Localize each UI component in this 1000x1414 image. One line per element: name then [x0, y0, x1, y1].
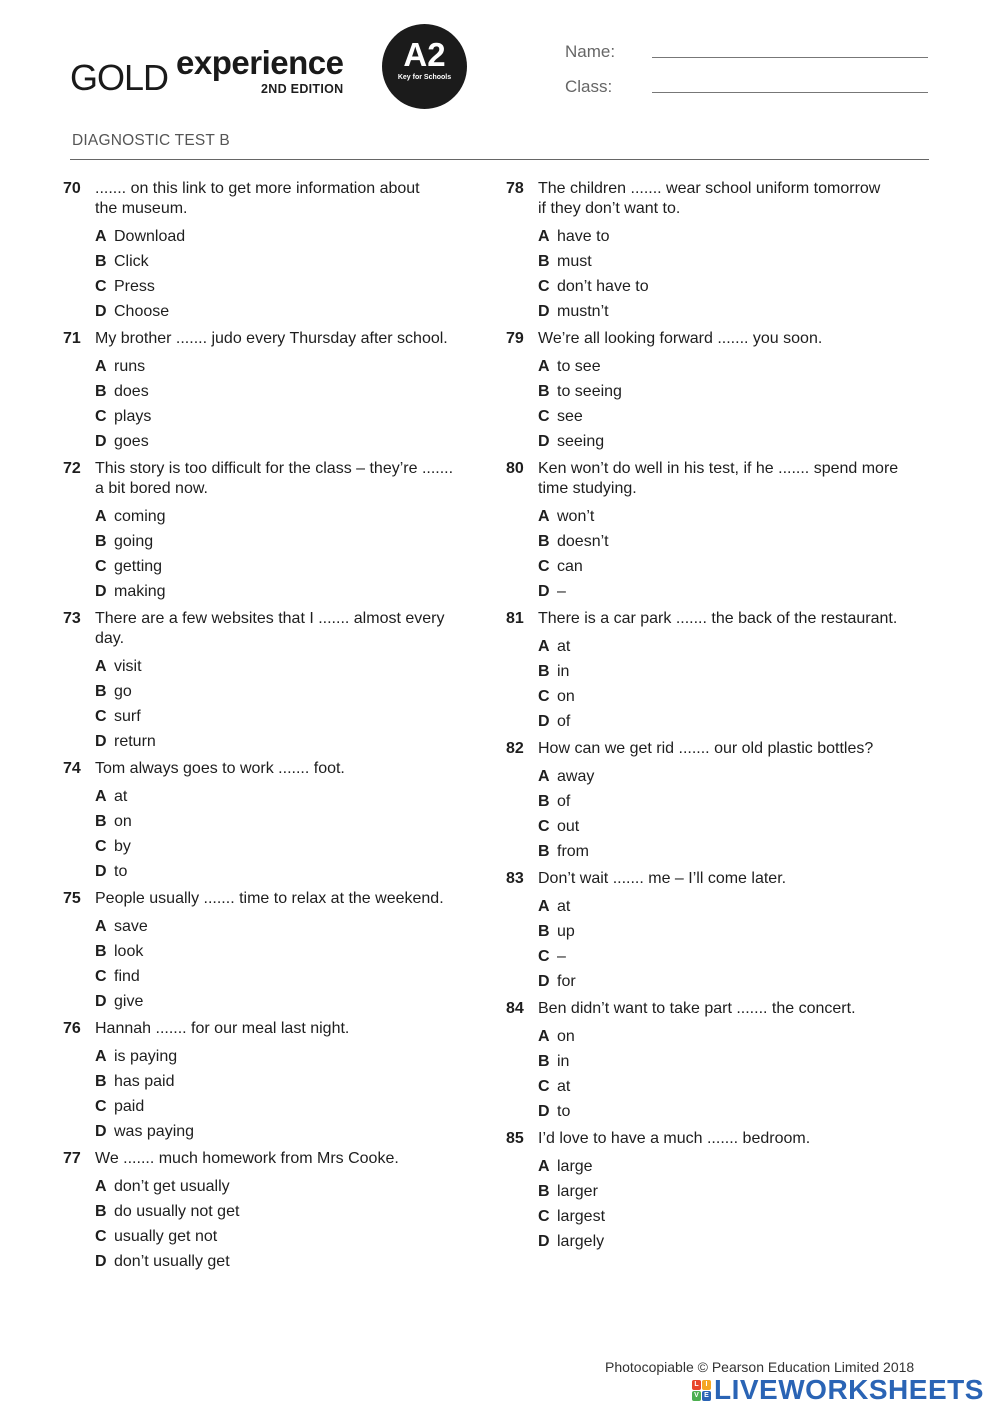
- question-number: 85: [506, 1130, 524, 1147]
- option-text: doesn’t: [557, 533, 609, 550]
- answer-option[interactable]: [95, 809, 473, 834]
- answer-options: [506, 894, 916, 994]
- question-number: 76: [63, 1020, 81, 1037]
- answer-option[interactable]: [538, 684, 916, 709]
- option-text: getting: [114, 558, 163, 575]
- question-73: [63, 609, 473, 754]
- answer-option[interactable]: [538, 504, 916, 529]
- option-letter: D: [538, 713, 550, 730]
- question-number: 74: [63, 760, 81, 777]
- question-70: [63, 179, 473, 324]
- icon-tile: I: [702, 1380, 711, 1390]
- option-letter: A: [95, 1178, 107, 1195]
- option-text: runs: [114, 358, 146, 375]
- answer-option[interactable]: [538, 429, 916, 454]
- option-text: give: [114, 993, 144, 1010]
- answer-option[interactable]: [95, 274, 473, 299]
- answer-option[interactable]: [538, 1154, 916, 1179]
- answer-option[interactable]: [538, 1204, 916, 1229]
- option-letter: A: [538, 898, 550, 915]
- question-stem: Hannah ....... for our meal last night.: [95, 1020, 350, 1037]
- option-letter: C: [95, 838, 107, 855]
- question-81: [506, 609, 916, 734]
- question-head: [506, 999, 916, 1019]
- option-letter: C: [538, 1208, 550, 1225]
- option-text: return: [114, 733, 156, 750]
- option-letter: D: [95, 433, 107, 450]
- question-stem: We’re all looking forward ....... you soon.: [538, 330, 823, 347]
- option-letter: C: [95, 558, 107, 575]
- answer-option[interactable]: [538, 634, 916, 659]
- answer-option[interactable]: [95, 679, 473, 704]
- answer-options: [506, 634, 916, 734]
- option-text: find: [114, 968, 140, 985]
- class-label: Class:: [565, 77, 613, 96]
- option-text: was paying: [114, 1123, 195, 1140]
- option-letter: A: [95, 658, 107, 675]
- answer-options: [63, 504, 473, 604]
- question-number: 77: [63, 1150, 81, 1167]
- answer-option[interactable]: [538, 579, 916, 604]
- option-letter: C: [538, 818, 550, 835]
- option-letter: B: [95, 253, 107, 270]
- question-75: [63, 889, 473, 1014]
- question-head: [63, 609, 473, 649]
- question-number: 71: [63, 330, 81, 347]
- question-stem: People usually ....... time to relax at the weekend.: [95, 890, 444, 907]
- question-71: [63, 329, 473, 454]
- answer-option[interactable]: [95, 964, 473, 989]
- option-text: usually get not: [114, 1228, 218, 1245]
- answer-option[interactable]: [95, 704, 473, 729]
- option-letter: A: [538, 1158, 550, 1175]
- question-head: [63, 1019, 473, 1039]
- option-letter: C: [538, 948, 550, 965]
- answer-option[interactable]: [95, 529, 473, 554]
- question-number: 83: [506, 870, 524, 887]
- answer-option[interactable]: [95, 579, 473, 604]
- option-letter: D: [538, 583, 550, 600]
- option-letter: C: [95, 968, 107, 985]
- option-text: seeing: [557, 433, 605, 450]
- option-text: plays: [114, 408, 152, 425]
- answer-option[interactable]: [95, 859, 473, 884]
- option-text: has paid: [114, 1073, 175, 1090]
- option-letter: D: [538, 433, 550, 450]
- answer-option[interactable]: [538, 709, 916, 734]
- answer-option[interactable]: [95, 1174, 473, 1199]
- option-letter: B: [538, 383, 550, 400]
- answer-option[interactable]: [95, 939, 473, 964]
- question-stem: Ken won’t do well in his test, if he ....... spend more time studying.: [538, 460, 899, 497]
- option-letter: A: [538, 508, 550, 525]
- option-text: at: [557, 638, 571, 655]
- option-letter: A: [95, 1048, 107, 1065]
- option-text: up: [557, 923, 575, 940]
- option-text: don’t have to: [557, 278, 649, 295]
- question-stem: My brother ....... judo every Thursday after school.: [95, 330, 448, 347]
- answer-options: [506, 354, 916, 454]
- question-head: [506, 609, 916, 629]
- option-letter: A: [95, 788, 107, 805]
- option-letter: D: [95, 733, 107, 750]
- questions-column-right: [506, 179, 916, 1259]
- question-number: 82: [506, 740, 524, 757]
- answer-option[interactable]: [95, 504, 473, 529]
- question-83: [506, 869, 916, 994]
- option-letter: A: [95, 358, 107, 375]
- option-letter: A: [538, 638, 550, 655]
- option-text: going: [114, 533, 154, 550]
- answer-options: [506, 764, 916, 864]
- logo-experience-text: experience: [176, 44, 344, 81]
- option-letter: B: [538, 533, 550, 550]
- option-text: of: [557, 713, 571, 730]
- copyright-notice: Photocopiable © Pearson Education Limited 2018: [605, 1359, 915, 1375]
- question-stem: Tom always goes to work ....... foot.: [95, 760, 345, 777]
- option-letter: B: [538, 1183, 550, 1200]
- answer-option[interactable]: [538, 554, 916, 579]
- answer-option[interactable]: [538, 789, 916, 814]
- question-stem: I’d love to have a much ....... bedroom.: [538, 1130, 811, 1147]
- option-letter: C: [538, 688, 550, 705]
- question-head: [506, 1129, 916, 1149]
- option-letter: A: [538, 768, 550, 785]
- option-text: look: [114, 943, 144, 960]
- option-text: making: [114, 583, 166, 600]
- answer-option[interactable]: [95, 224, 473, 249]
- option-text: of: [557, 793, 571, 810]
- question-85: [506, 1129, 916, 1254]
- question-number: 84: [506, 1000, 524, 1017]
- question-number: 79: [506, 330, 524, 347]
- option-text: Click: [114, 253, 149, 270]
- answer-option[interactable]: [95, 654, 473, 679]
- option-letter: D: [95, 993, 107, 1010]
- option-text: goes: [114, 433, 149, 450]
- option-text: –: [557, 948, 566, 965]
- answer-option[interactable]: [95, 1094, 473, 1119]
- option-text: go: [114, 683, 132, 700]
- question-78: [506, 179, 916, 324]
- answer-option[interactable]: [538, 1099, 916, 1124]
- option-text: to see: [557, 358, 601, 375]
- option-letter: B: [95, 1073, 107, 1090]
- answer-options: [506, 224, 916, 324]
- question-stem: How can we get rid ....... our old plastic bottles?: [538, 740, 874, 757]
- option-letter: C: [538, 278, 550, 295]
- answer-options: [63, 354, 473, 454]
- icon-tile: V: [692, 1391, 701, 1401]
- option-text: on: [557, 688, 575, 705]
- question-80: [506, 459, 916, 604]
- icon-tile: L: [692, 1380, 701, 1390]
- answer-option[interactable]: [95, 1199, 473, 1224]
- name-field[interactable]: [652, 57, 928, 58]
- option-text: Download: [114, 228, 186, 245]
- option-letter: D: [95, 583, 107, 600]
- option-letter: B: [95, 383, 107, 400]
- question-number: 80: [506, 460, 524, 477]
- question-number: 78: [506, 180, 524, 197]
- answer-options: [506, 504, 916, 604]
- option-text: save: [114, 918, 148, 935]
- gold-experience-logo: [70, 46, 343, 96]
- answer-option[interactable]: [95, 299, 473, 324]
- option-text: Choose: [114, 303, 170, 320]
- answer-option[interactable]: [95, 729, 473, 754]
- answer-option[interactable]: [538, 299, 916, 324]
- answer-option[interactable]: [538, 274, 916, 299]
- option-text: –: [557, 583, 566, 600]
- question-head: [506, 869, 916, 889]
- option-text: larger: [557, 1183, 598, 1200]
- level-subtitle: Key for Schools: [397, 74, 452, 81]
- option-letter: B: [95, 683, 107, 700]
- answer-option[interactable]: [538, 839, 916, 864]
- option-letter: B: [538, 253, 550, 270]
- option-letter: A: [95, 508, 107, 525]
- question-76: [63, 1019, 473, 1144]
- option-letter: B: [538, 1053, 550, 1070]
- question-72: [63, 459, 473, 604]
- answer-option[interactable]: [95, 404, 473, 429]
- question-stem: There are a few websites that I ....... almost every day.: [95, 610, 445, 647]
- option-letter: C: [95, 1098, 107, 1115]
- question-stem: There is a car park ....... the back of the restaurant.: [538, 610, 898, 627]
- option-text: Press: [114, 278, 155, 295]
- option-text: won’t: [557, 508, 595, 525]
- option-text: mustn’t: [557, 303, 609, 320]
- question-number: 72: [63, 460, 81, 477]
- answer-option[interactable]: [538, 894, 916, 919]
- question-head: [63, 179, 473, 219]
- option-text: don’t usually get: [114, 1253, 230, 1270]
- question-head: [506, 459, 916, 499]
- answer-option[interactable]: [538, 919, 916, 944]
- question-stem: The children ....... wear school uniform tomorrow if they don’t want to.: [538, 180, 881, 217]
- liveworksheets-icon: [692, 1380, 711, 1401]
- option-letter: D: [538, 303, 550, 320]
- test-title: DIAGNOSTIC TEST B: [72, 132, 230, 149]
- option-text: in: [557, 663, 570, 680]
- option-letter: D: [95, 863, 107, 880]
- option-text: for: [557, 973, 576, 990]
- answer-option[interactable]: [538, 379, 916, 404]
- option-text: have to: [557, 228, 610, 245]
- option-letter: B: [538, 843, 550, 860]
- answer-option[interactable]: [95, 249, 473, 274]
- answer-option[interactable]: [538, 1024, 916, 1049]
- option-letter: D: [95, 1253, 107, 1270]
- option-letter: D: [538, 973, 550, 990]
- answer-options: [506, 1024, 916, 1124]
- option-text: on: [114, 813, 132, 830]
- question-number: 73: [63, 610, 81, 627]
- logo-gold-text: GOLD: [70, 57, 169, 98]
- answer-option[interactable]: [538, 1049, 916, 1074]
- option-text: at: [557, 898, 571, 915]
- option-text: at: [557, 1078, 571, 1095]
- option-text: paid: [114, 1098, 145, 1115]
- option-letter: A: [95, 228, 107, 245]
- question-stem: Ben didn’t want to take part ....... the concert.: [538, 1000, 856, 1017]
- answer-options: [63, 784, 473, 884]
- header-divider: [70, 159, 929, 160]
- option-text: by: [114, 838, 131, 855]
- option-text: to: [557, 1103, 571, 1120]
- option-text: see: [557, 408, 583, 425]
- question-stem: ....... on this link to get more information about the museum.: [95, 180, 420, 217]
- answer-option[interactable]: [538, 944, 916, 969]
- option-text: must: [557, 253, 592, 270]
- option-text: in: [557, 1053, 570, 1070]
- option-text: don’t get usually: [114, 1178, 230, 1195]
- answer-option[interactable]: [95, 1069, 473, 1094]
- answer-option[interactable]: [95, 354, 473, 379]
- answer-option[interactable]: [538, 529, 916, 554]
- answer-option[interactable]: [538, 354, 916, 379]
- answer-options: [63, 1044, 473, 1144]
- question-79: [506, 329, 916, 454]
- option-letter: B: [538, 923, 550, 940]
- option-letter: A: [538, 1028, 550, 1045]
- option-letter: B: [95, 533, 107, 550]
- answer-option[interactable]: [95, 989, 473, 1014]
- option-letter: D: [538, 1233, 550, 1250]
- option-text: does: [114, 383, 149, 400]
- question-stem: Don’t wait ....... me – I’ll come later.: [538, 870, 787, 887]
- option-text: coming: [114, 508, 166, 525]
- answer-option[interactable]: [538, 1179, 916, 1204]
- option-letter: B: [538, 663, 550, 680]
- option-letter: C: [538, 558, 550, 575]
- answer-option[interactable]: [95, 914, 473, 939]
- questions-column-left: [63, 179, 473, 1279]
- answer-option[interactable]: [538, 764, 916, 789]
- option-letter: D: [538, 1103, 550, 1120]
- level-label: A2: [403, 36, 446, 73]
- answer-option[interactable]: [95, 554, 473, 579]
- answer-options: [63, 224, 473, 324]
- answer-option[interactable]: [538, 1229, 916, 1254]
- option-text: on: [557, 1028, 575, 1045]
- option-letter: A: [538, 358, 550, 375]
- question-head: [506, 739, 916, 759]
- option-text: do usually not get: [114, 1203, 240, 1220]
- answer-option[interactable]: [538, 969, 916, 994]
- question-head: [63, 759, 473, 779]
- level-badge: [382, 24, 467, 109]
- answer-option[interactable]: [538, 1074, 916, 1099]
- question-head: [63, 889, 473, 909]
- answer-option[interactable]: [95, 784, 473, 809]
- answer-options: [63, 654, 473, 754]
- option-letter: B: [95, 1203, 107, 1220]
- question-head: [506, 179, 916, 219]
- option-letter: B: [95, 813, 107, 830]
- option-text: is paying: [114, 1048, 178, 1065]
- icon-tile: E: [702, 1391, 711, 1401]
- option-text: visit: [114, 658, 142, 675]
- answer-option[interactable]: [538, 814, 916, 839]
- option-letter: B: [95, 943, 107, 960]
- option-letter: C: [95, 278, 107, 295]
- name-label: Name:: [565, 42, 616, 61]
- answer-option[interactable]: [95, 1249, 473, 1274]
- liveworksheets-logo: [692, 1376, 984, 1404]
- answer-option[interactable]: [538, 249, 916, 274]
- answer-option[interactable]: [95, 379, 473, 404]
- liveworksheets-brand: LIVEWORKSHEETS: [714, 1374, 984, 1405]
- question-head: [506, 329, 916, 349]
- question-head: [63, 1149, 473, 1169]
- option-text: to: [114, 863, 128, 880]
- answer-option[interactable]: [538, 224, 916, 249]
- option-letter: C: [538, 1078, 550, 1095]
- question-stem: We ....... much homework from Mrs Cooke.: [95, 1150, 399, 1167]
- option-letter: A: [95, 918, 107, 935]
- option-letter: D: [95, 1123, 107, 1140]
- answer-options: [506, 1154, 916, 1254]
- option-text: from: [557, 843, 589, 860]
- option-letter: C: [538, 408, 550, 425]
- question-74: [63, 759, 473, 884]
- answer-option[interactable]: [538, 404, 916, 429]
- question-number: 70: [63, 180, 81, 197]
- option-text: largest: [557, 1208, 606, 1225]
- answer-options: [63, 914, 473, 1014]
- option-letter: D: [95, 303, 107, 320]
- question-82: [506, 739, 916, 864]
- question-head: [63, 329, 473, 349]
- option-letter: B: [538, 793, 550, 810]
- option-letter: C: [95, 708, 107, 725]
- question-stem: This story is too difficult for the class – they’re ....... a bit bored now.: [95, 460, 454, 497]
- option-text: large: [557, 1158, 593, 1175]
- option-text: largely: [557, 1233, 605, 1250]
- option-letter: C: [95, 1228, 107, 1245]
- question-number: 81: [506, 610, 524, 627]
- question-77: [63, 1149, 473, 1274]
- option-text: away: [557, 768, 595, 785]
- class-field[interactable]: [652, 92, 928, 93]
- option-text: surf: [114, 708, 141, 725]
- answer-options: [63, 1174, 473, 1274]
- answer-option[interactable]: [95, 429, 473, 454]
- option-text: to seeing: [557, 383, 622, 400]
- question-head: [63, 459, 473, 499]
- answer-option[interactable]: [95, 1224, 473, 1249]
- option-letter: A: [538, 228, 550, 245]
- question-number: 75: [63, 890, 81, 907]
- option-letter: C: [95, 408, 107, 425]
- logo-edition-text: 2ND EDITION: [261, 82, 344, 96]
- option-text: out: [557, 818, 580, 835]
- option-text: can: [557, 558, 583, 575]
- answer-option[interactable]: [95, 1119, 473, 1144]
- answer-option[interactable]: [95, 834, 473, 859]
- answer-option[interactable]: [538, 659, 916, 684]
- option-text: at: [114, 788, 128, 805]
- answer-option[interactable]: [95, 1044, 473, 1069]
- question-84: [506, 999, 916, 1124]
